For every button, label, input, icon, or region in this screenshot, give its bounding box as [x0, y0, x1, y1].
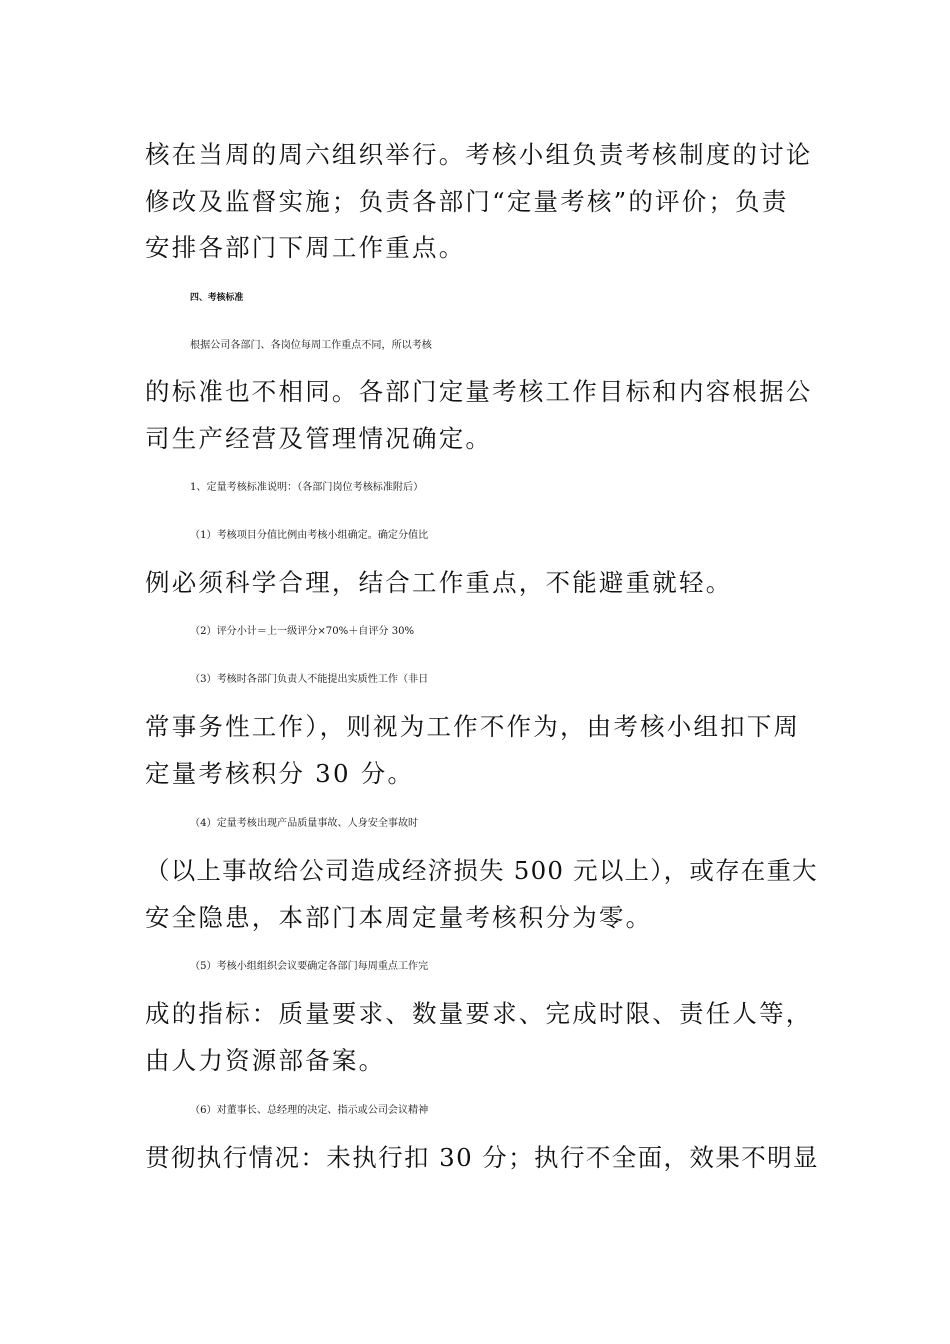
list-item: （5）考核小组组织会议要确定各部门每周重点工作完	[190, 961, 429, 972]
list-item: （4）定量考核出现产品质量事故、人身安全事故时	[190, 818, 419, 829]
list-item-continuation: 贯彻执行情况：未执行扣 30 分；执行不全面，效果不明显	[145, 1143, 819, 1172]
body-text-line: 安排各部门下周工作重点。	[145, 233, 466, 262]
body-text-line: 司生产经营及管理情况确定。	[145, 424, 493, 453]
list-item-continuation: 安全隐患，本部门本周定量考核积分为零。	[145, 903, 653, 932]
section-heading: 四、考核标准	[190, 293, 244, 303]
body-text-line: 修改及监督实施；负责各部门“定量考核”的评价；负责	[145, 187, 789, 216]
list-item-continuation: （以上事故给公司造成经济损失 500 元以上），或存在重大	[145, 856, 818, 885]
list-item-continuation: 由人力资源部备案。	[145, 1046, 386, 1075]
list-item: （6）对董事长、总经理的决定、指示或公司会议精神	[190, 1105, 429, 1116]
body-text-line: 根据公司各部门、各岗位每周工作重点不同，所以考核	[190, 340, 432, 351]
list-item: （3）考核时各部门负责人不能提出实质性工作（非日	[190, 674, 429, 685]
list-item-continuation: 例必须科学合理，结合工作重点，不能避重就轻。	[145, 568, 733, 597]
list-item-continuation: 成的指标：质量要求、数量要求、完成时限、责任人等，	[145, 999, 813, 1028]
list-item-continuation: 定量考核积分 30 分。	[145, 759, 415, 788]
list-item: （1）考核项目分值比例由考核小组确定。确定分值比	[190, 530, 429, 541]
list-item-continuation: 常事务性工作），则视为工作不作为，由考核小组扣下周	[145, 712, 801, 741]
list-item-heading: 1、定量考核标准说明：（各部门岗位考核标准附后）	[190, 482, 424, 493]
list-item: （2）评分小计＝上一级评分×70%＋自评分 30%	[190, 626, 415, 637]
body-text-line: 核在当周的周六组织举行。考核小组负责考核制度的讨论	[145, 140, 813, 169]
body-text-line: 的标准也不相同。各部门定量考核工作目标和内容根据公	[145, 377, 813, 406]
